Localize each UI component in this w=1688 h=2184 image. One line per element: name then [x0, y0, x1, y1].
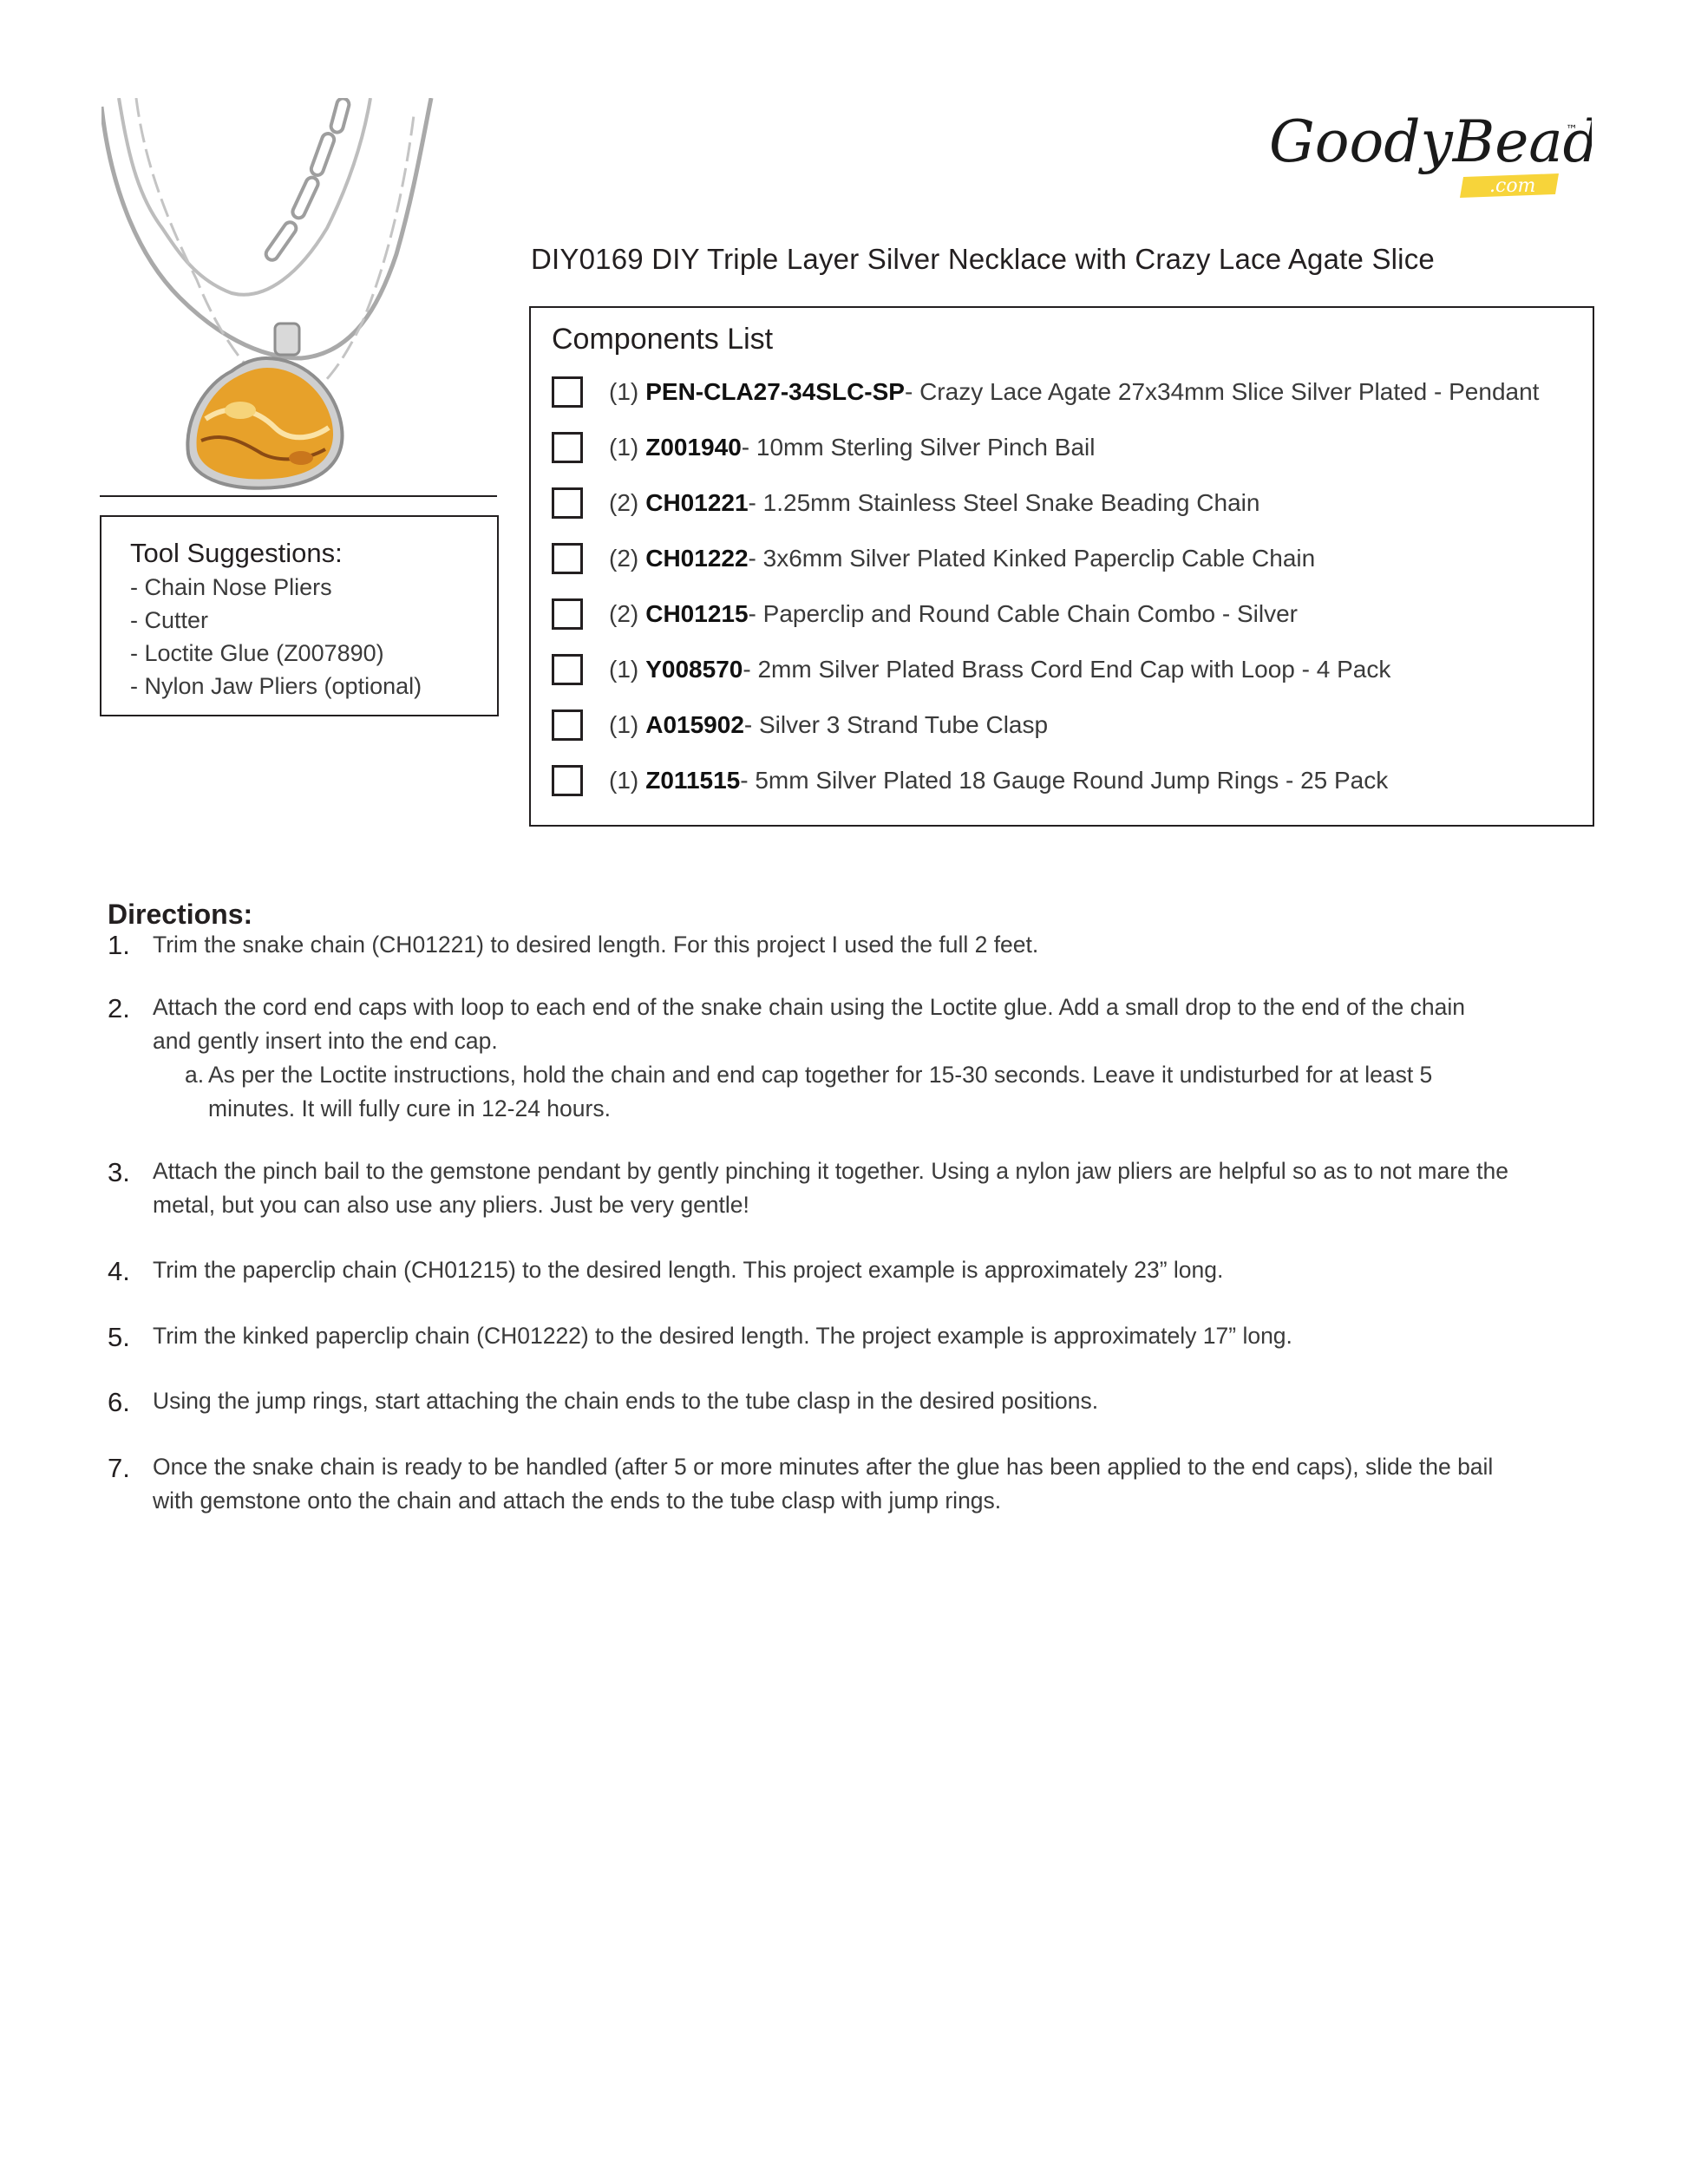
component-sku: CH01221 [645, 489, 749, 516]
step-line: with gemstone onto the chain and attach the ends to the tube clasp with jump rings. [153, 1488, 1002, 1514]
step-number: 6. [108, 1387, 130, 1417]
component-sku: PEN-CLA27-34SLC-SP [645, 378, 905, 405]
substep-letter: a. [185, 1062, 205, 1088]
step-number: 2. [108, 993, 130, 1023]
component-description: - 3x6mm Silver Plated Kinked Paperclip Cable Chain [748, 545, 1316, 572]
component-sku: A015902 [645, 711, 744, 738]
step-text [153, 991, 1541, 1058]
component-qty: (2) [609, 600, 639, 627]
document-title: DIY0169 DIY Triple Layer Silver Necklace with Crazy Lace Agate Slice [531, 243, 1435, 275]
component-description: - 2mm Silver Plated Brass Cord End Cap with Loop - 4 Pack [743, 656, 1391, 683]
component-description: - 5mm Silver Plated 18 Gauge Round Jump Rings - 25 Pack [740, 767, 1389, 794]
component-checkbox[interactable] [552, 376, 583, 408]
component-qty: (1) [609, 378, 639, 405]
component-checkbox[interactable] [552, 543, 583, 574]
component-row [552, 539, 1315, 578]
component-row [552, 373, 1539, 411]
components-heading: Components List [552, 323, 774, 356]
necklace-illustration [101, 98, 497, 494]
component-description: - Crazy Lace Agate 27x34mm Slice Silver Plated - Pendant [904, 378, 1540, 405]
tool-item: - Chain Nose Pliers [130, 574, 332, 600]
component-row [552, 762, 1388, 800]
component-qty: (2) [609, 545, 639, 572]
step-line: Attach the pinch bail to the gemstone pendant by gently pinching it together. Using a nylon jaw pliers are helpful so as to not mare the [153, 1158, 1508, 1184]
step-line: Trim the snake chain (CH01221) to desired length. For this project I used the full 2 feet. [153, 932, 1039, 958]
substep-text [208, 1058, 1457, 1126]
step-text [153, 1319, 1541, 1353]
step-number: 1. [108, 930, 130, 960]
component-row [552, 595, 1298, 633]
component-row [552, 651, 1390, 689]
step-number: 5. [108, 1322, 130, 1352]
step-line: Using the jump rings, start attaching the chain ends to the tube clasp in the desired positions. [153, 1388, 1099, 1414]
component-qty: (1) [609, 656, 639, 683]
component-description: - 1.25mm Stainless Steel Snake Beading Chain [748, 489, 1260, 516]
component-checkbox[interactable] [552, 654, 583, 685]
component-sku: Y008570 [645, 656, 743, 683]
step-number: 3. [108, 1157, 130, 1187]
component-description: - Silver 3 Strand Tube Clasp [743, 711, 1049, 738]
component-description: - Paperclip and Round Cable Chain Combo - Silver [748, 600, 1298, 627]
substep-line: minutes. It will fully cure in 12-24 hours. [208, 1095, 611, 1121]
component-row [552, 484, 1259, 522]
component-qty: (1) [609, 767, 639, 794]
step-text [153, 1450, 1541, 1518]
step-number: 4. [108, 1256, 130, 1286]
logo-domain: .com [1489, 175, 1536, 197]
tool-item: - Loctite Glue (Z007890) [130, 640, 384, 666]
step-text [153, 928, 1541, 962]
component-sku: Z001940 [645, 434, 742, 461]
component-checkbox[interactable] [552, 598, 583, 630]
directions-heading: Directions: [108, 899, 253, 930]
component-qty: (1) [609, 711, 639, 738]
component-checkbox[interactable] [552, 487, 583, 519]
substep-line: As per the Loctite instructions, hold the chain and end cap together for 15-30 seconds. Leave it undisturbed for at least 5 [208, 1062, 1433, 1088]
step-number: 7. [108, 1453, 130, 1483]
step-line: metal, but you can also use any pliers. Just be very gentle! [153, 1192, 749, 1218]
logo-graphic [1262, 104, 1592, 208]
step-text [153, 1384, 1541, 1418]
step-line: Once the snake chain is ready to be handled (after 5 or more minutes after the glue has been applied to the end caps), slide the bail [153, 1454, 1494, 1480]
component-sku: CH01215 [645, 600, 749, 627]
tool-item: - Nylon Jaw Pliers (optional) [130, 673, 422, 699]
step-line: Trim the paperclip chain (CH01215) to the desired length. This project example is approximately 23” long. [153, 1257, 1224, 1283]
tool-item: - Cutter [130, 607, 209, 633]
component-row [552, 706, 1048, 744]
tool-suggestions-heading: Tool Suggestions: [130, 538, 343, 568]
necklace-photo [101, 98, 497, 494]
component-description: - 10mm Sterling Silver Pinch Bail [741, 434, 1096, 461]
logo-wordmark: GoodyBea [1269, 108, 1563, 175]
component-sku: Z011515 [645, 767, 741, 794]
photo-divider [100, 495, 497, 497]
component-checkbox[interactable] [552, 709, 583, 741]
component-checkbox[interactable] [552, 765, 583, 796]
step-line: Attach the cord end caps with loop to each end of the snake chain using the Loctite glue. Add a small drop to the end of the chain [153, 994, 1465, 1020]
step-line: and gently insert into the end cap. [153, 1028, 498, 1054]
component-checkbox[interactable] [552, 432, 583, 463]
component-qty: (1) [609, 434, 639, 461]
step-text [153, 1154, 1541, 1222]
logo-trademark: ™ [1566, 123, 1578, 137]
step-text [153, 1253, 1541, 1287]
component-row [552, 428, 1095, 467]
goodybeads-logo [1262, 104, 1592, 208]
component-qty: (2) [609, 489, 639, 516]
component-sku: CH01222 [645, 545, 749, 572]
step-line: Trim the kinked paperclip chain (CH01222) to the desired length. The project example is approximately 17” long. [153, 1323, 1292, 1349]
